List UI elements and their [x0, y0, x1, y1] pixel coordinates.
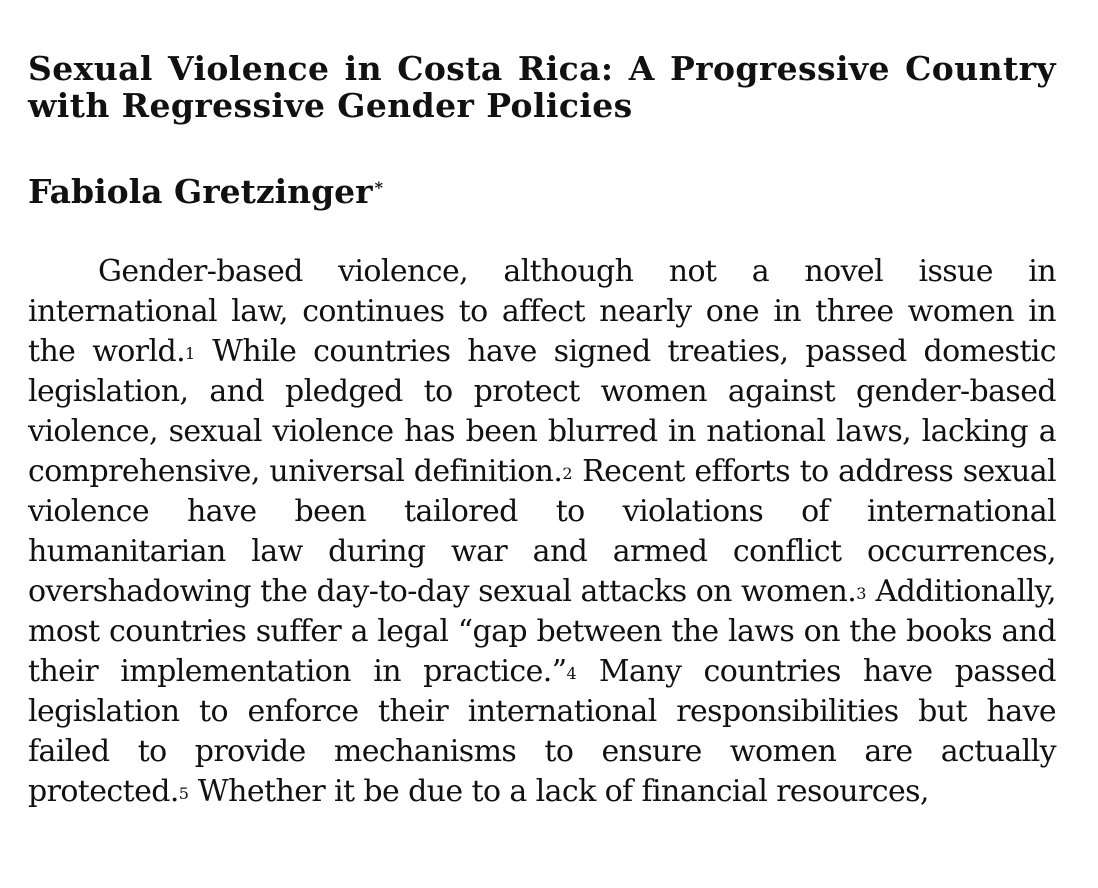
- article-title: Sexual Violence in Costa Rica: A Progressive Country with Regressive Gender Policies: [28, 49, 1056, 125]
- body-paragraph: [28, 252, 1056, 812]
- footnote-ref: 3: [856, 584, 867, 603]
- footnote-ref: 2: [562, 464, 573, 483]
- footnote-ref: 4: [566, 664, 577, 683]
- paragraph-text: Recent efforts to address sexual violence have been tailored to violations of international humanitarian law during war and armed conflict occurrences, overshadowing the day-to-day sexual attacks on women.: [28, 454, 1056, 609]
- paragraph-text: Additionally, most countries suffer a legal “gap between the laws on the books and their implementation in practice.”: [28, 574, 1056, 689]
- paragraph-text: Many countries have passed legislation to enforce their international responsibilities but have failed to provide mechanisms to ensure women are actually protected.: [28, 654, 1056, 809]
- author-footnote-mark: *: [374, 178, 383, 197]
- paragraph-text: While countries have signed treaties, passed domestic legislation, and pledged to protect women against gender-based violence, sexual violence has been blurred in national laws, lacking a comprehensive, universal definition.: [28, 334, 1056, 489]
- footnote-ref: 1: [185, 344, 196, 363]
- paragraph-text: Whether it be due to a lack of financial resources,: [188, 774, 929, 809]
- paragraph-text: Gender-based violence, although not a novel issue in international law, continues to affect nearly one in three women in the world.: [28, 254, 1056, 369]
- author-name: [28, 172, 1056, 212]
- footnote-ref: 5: [178, 784, 189, 803]
- author-name-text: Fabiola Gretzinger: [28, 172, 373, 211]
- article-page: [28, 50, 1056, 812]
